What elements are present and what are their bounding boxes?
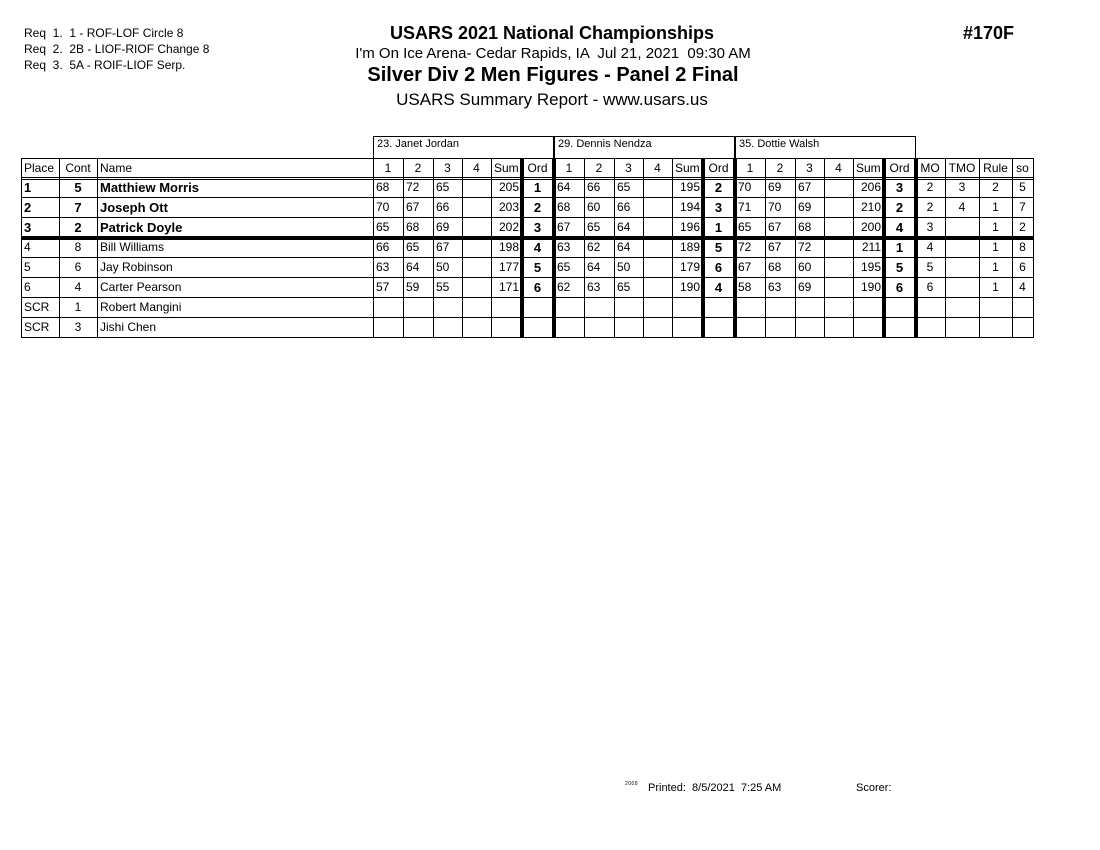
cell-skater-name: Bill Williams bbox=[100, 240, 164, 254]
report-code: 2008 bbox=[625, 781, 639, 787]
cell-judge2-1: 62 bbox=[557, 280, 571, 294]
col-header-judge3-sum: Sum bbox=[856, 161, 881, 175]
competition-title: USARS 2021 National Championships bbox=[389, 23, 715, 43]
cell-mo: 6 bbox=[926, 280, 934, 294]
cell-tmo bbox=[945, 278, 979, 298]
cell-judge3-ord bbox=[884, 318, 915, 338]
cell-judge2-3 bbox=[614, 318, 643, 338]
col-header-judge2-2: 2 bbox=[595, 161, 603, 175]
cell-rule: 1 bbox=[992, 220, 999, 234]
grid-line bbox=[491, 158, 492, 338]
cell-cont: 8 bbox=[74, 240, 82, 254]
cell-cont: 3 bbox=[74, 320, 82, 334]
cell-judge2-3: 65 bbox=[617, 180, 631, 194]
cell-judge1-1 bbox=[373, 298, 403, 318]
cell-cont: 7 bbox=[74, 200, 82, 215]
cell-judge1-sum: 171 bbox=[498, 280, 519, 294]
cell-judge3-ord: 3 bbox=[895, 180, 904, 195]
cell-rule: 1 bbox=[992, 260, 999, 274]
col-header-cont: Cont bbox=[65, 161, 91, 175]
col-header-judge2-ord: Ord bbox=[708, 161, 729, 175]
ord-divider bbox=[701, 158, 705, 338]
col-header-judge2-4: 4 bbox=[654, 161, 661, 175]
cell-rule: 1 bbox=[992, 200, 999, 214]
requirement-1: Req 1. 1 - ROF-LOF Circle 8 bbox=[24, 26, 184, 40]
cell-cont: 4 bbox=[74, 280, 82, 294]
cell-judge1-ord: 6 bbox=[533, 280, 542, 295]
cell-judge2-ord bbox=[703, 318, 734, 338]
cell-judge2-2: 64 bbox=[587, 260, 601, 274]
ord-divider bbox=[882, 158, 886, 338]
cell-judge1-2: 59 bbox=[406, 280, 420, 294]
cell-judge3-ord bbox=[884, 298, 915, 318]
cell-judge1-1: 63 bbox=[376, 260, 390, 274]
cell-so: 4 bbox=[1019, 280, 1026, 294]
grid-line bbox=[21, 158, 22, 338]
cell-judge2-3: 65 bbox=[617, 280, 631, 294]
cell-judge2-ord: 3 bbox=[714, 200, 723, 215]
cell-judge1-4 bbox=[462, 198, 491, 218]
cell-judge1-4 bbox=[462, 278, 491, 298]
grid-line bbox=[643, 158, 644, 338]
cell-judge1-1: 65 bbox=[376, 220, 390, 234]
event-title: Silver Div 2 Men Figures - Panel 2 Final bbox=[367, 64, 739, 86]
cell-judge1-2: 68 bbox=[406, 220, 420, 234]
cell-cont: 6 bbox=[74, 260, 82, 274]
cell-so bbox=[1012, 298, 1033, 318]
ord-divider bbox=[733, 158, 737, 338]
cell-tmo: 4 bbox=[958, 200, 966, 214]
cell-judge3-4 bbox=[824, 178, 853, 198]
cell-mo: 2 bbox=[926, 200, 934, 214]
col-header-judge1-2: 2 bbox=[414, 161, 422, 175]
cell-so: 2 bbox=[1019, 220, 1026, 234]
cell-judge2-4 bbox=[643, 178, 672, 198]
cell-judge1-2 bbox=[403, 318, 433, 338]
cell-judge2-sum: 189 bbox=[679, 240, 700, 254]
cell-judge2-ord: 1 bbox=[714, 220, 723, 235]
col-header-judge3-2: 2 bbox=[776, 161, 784, 175]
cell-judge2-ord: 6 bbox=[714, 260, 723, 275]
cell-mo bbox=[915, 318, 945, 338]
cell-judge1-4 bbox=[462, 298, 491, 318]
ord-divider bbox=[552, 158, 556, 338]
cell-judge1-ord: 2 bbox=[533, 200, 542, 215]
cell-judge3-1: 65 bbox=[738, 220, 752, 234]
col-header-rule: Rule bbox=[983, 161, 1008, 175]
cell-judge2-2: 66 bbox=[587, 180, 601, 194]
ord-divider bbox=[520, 158, 524, 338]
cell-judge2-2: 65 bbox=[587, 220, 601, 234]
cell-judge1-1: 68 bbox=[376, 180, 390, 194]
cell-mo: 2 bbox=[926, 180, 934, 194]
cell-judge1-ord bbox=[522, 298, 553, 318]
col-header-judge1-1: 1 bbox=[384, 161, 392, 175]
cell-judge3-3 bbox=[795, 318, 824, 338]
cell-judge2-4 bbox=[643, 198, 672, 218]
cell-place: 3 bbox=[24, 220, 32, 235]
cell-judge3-2: 67 bbox=[768, 240, 782, 254]
requirement-3: Req 3. 5A - ROIF-LIOF Serp. bbox=[24, 58, 186, 72]
cell-judge1-sum bbox=[491, 318, 522, 338]
cell-judge2-sum: 190 bbox=[679, 280, 700, 294]
cell-skater-name: Matthiew Morris bbox=[100, 180, 199, 195]
requirement-2: Req 2. 2B - LIOF-RIOF Change 8 bbox=[24, 42, 210, 56]
cell-judge1-4 bbox=[462, 178, 491, 198]
cell-judge3-sum: 200 bbox=[860, 220, 881, 234]
cell-judge3-3: 60 bbox=[798, 260, 812, 274]
cell-mo: 4 bbox=[926, 240, 934, 254]
cell-judge3-4 bbox=[824, 318, 853, 338]
col-header-judge3-3: 3 bbox=[806, 161, 813, 175]
col-header-judge2-sum: Sum bbox=[675, 161, 700, 175]
cell-judge2-1 bbox=[554, 298, 584, 318]
cell-judge1-4 bbox=[462, 238, 491, 258]
cell-judge1-3: 69 bbox=[436, 220, 450, 234]
grid-line bbox=[97, 158, 98, 338]
cell-judge3-3: 68 bbox=[798, 220, 812, 234]
cell-mo: 3 bbox=[926, 220, 934, 234]
col-header-judge1-ord: Ord bbox=[527, 161, 548, 175]
cell-judge1-4 bbox=[462, 318, 491, 338]
cell-judge3-1: 72 bbox=[738, 240, 752, 254]
cell-judge1-3: 55 bbox=[436, 280, 450, 294]
grid-line bbox=[462, 158, 463, 338]
cell-judge1-1: 66 bbox=[376, 240, 390, 254]
col-header-judge3-1: 1 bbox=[746, 161, 754, 175]
col-header-tmo: TMO bbox=[948, 161, 976, 175]
cell-place: SCR bbox=[24, 300, 50, 314]
cell-place: 4 bbox=[24, 240, 31, 254]
cell-judge1-1: 57 bbox=[376, 280, 390, 294]
cell-judge3-sum bbox=[853, 318, 884, 338]
cell-tmo bbox=[945, 238, 979, 258]
cell-judge2-2: 63 bbox=[587, 280, 601, 294]
ord-divider bbox=[914, 158, 918, 338]
cell-mo bbox=[915, 298, 945, 318]
cell-judge1-ord: 3 bbox=[533, 220, 542, 235]
grid-line bbox=[584, 158, 585, 338]
cell-judge3-sum: 195 bbox=[860, 260, 881, 274]
col-header-judge2-1: 1 bbox=[565, 161, 573, 175]
col-header-judge1-3: 3 bbox=[444, 161, 451, 175]
cell-judge2-4 bbox=[643, 238, 672, 258]
cell-place: 1 bbox=[24, 180, 32, 195]
cell-cont: 5 bbox=[74, 180, 82, 195]
cell-skater-name: Robert Mangini bbox=[100, 300, 182, 314]
cell-judge2-1: 64 bbox=[557, 180, 571, 194]
cell-so: 8 bbox=[1019, 240, 1026, 254]
grid-line bbox=[672, 158, 673, 338]
cell-judge3-sum bbox=[853, 298, 884, 318]
cell-judge3-3: 69 bbox=[798, 280, 812, 294]
cell-judge1-ord: 5 bbox=[533, 260, 542, 275]
cell-so: 7 bbox=[1019, 200, 1026, 214]
cell-judge3-ord: 5 bbox=[895, 260, 904, 275]
cell-judge2-2: 62 bbox=[587, 240, 601, 254]
cell-judge1-2: 65 bbox=[406, 240, 420, 254]
cell-judge2-sum: 194 bbox=[679, 200, 700, 214]
judge-header-1: 23. Janet Jordan bbox=[373, 136, 554, 159]
cell-tmo bbox=[945, 298, 979, 318]
grid-line bbox=[1033, 158, 1034, 338]
cell-judge3-1 bbox=[735, 298, 765, 318]
cell-judge3-2: 63 bbox=[768, 280, 782, 294]
col-header-judge2-3: 3 bbox=[625, 161, 632, 175]
cell-tmo bbox=[945, 258, 979, 278]
cell-judge2-4 bbox=[643, 218, 672, 238]
col-header-judge3-ord: Ord bbox=[889, 161, 910, 175]
cell-rule: 1 bbox=[992, 240, 999, 254]
cell-judge3-3: 69 bbox=[798, 200, 812, 214]
cell-judge2-2 bbox=[584, 298, 614, 318]
judge-header-3: 35. Dottie Walsh bbox=[735, 136, 916, 159]
cell-judge3-4 bbox=[824, 278, 853, 298]
cell-judge1-3: 67 bbox=[436, 240, 450, 254]
cell-judge3-sum: 190 bbox=[860, 280, 881, 294]
grid-line bbox=[433, 158, 434, 338]
cell-judge3-3: 67 bbox=[798, 180, 812, 194]
cell-judge1-3: 66 bbox=[436, 200, 450, 214]
cell-judge3-1 bbox=[735, 318, 765, 338]
cell-judge3-4 bbox=[824, 218, 853, 238]
cell-judge3-4 bbox=[824, 238, 853, 258]
cell-judge3-sum: 206 bbox=[860, 180, 881, 194]
cell-judge2-1: 63 bbox=[557, 240, 571, 254]
cell-judge1-3: 50 bbox=[436, 260, 450, 274]
cell-judge3-1: 58 bbox=[738, 280, 752, 294]
cell-judge2-3: 50 bbox=[617, 260, 631, 274]
cell-judge3-2: 67 bbox=[768, 220, 782, 234]
cell-judge2-3: 66 bbox=[617, 200, 631, 214]
cell-judge2-ord: 5 bbox=[714, 240, 723, 255]
cell-judge3-sum: 211 bbox=[861, 240, 881, 254]
cell-judge1-sum: 205 bbox=[498, 180, 519, 194]
col-header-mo: MO bbox=[920, 161, 940, 175]
cell-judge3-ord: 1 bbox=[895, 240, 904, 255]
scorer-label: Scorer: bbox=[856, 782, 892, 794]
cell-judge1-sum: 202 bbox=[498, 220, 519, 234]
cell-skater-name: Jishi Chen bbox=[100, 320, 157, 334]
cell-place: SCR bbox=[24, 320, 50, 334]
cell-judge2-ord bbox=[703, 298, 734, 318]
cell-judge3-3 bbox=[795, 298, 824, 318]
cell-judge3-2 bbox=[765, 318, 795, 338]
cell-judge3-2: 70 bbox=[768, 200, 782, 214]
cell-judge3-ord: 6 bbox=[895, 280, 904, 295]
cell-so bbox=[1012, 318, 1033, 338]
cell-judge1-2: 72 bbox=[406, 180, 420, 194]
grid-line bbox=[1012, 158, 1013, 338]
cell-judge2-3 bbox=[614, 298, 643, 318]
cell-judge1-sum: 203 bbox=[498, 200, 519, 214]
cell-place: 5 bbox=[24, 260, 31, 274]
cell-judge1-2 bbox=[403, 298, 433, 318]
cell-judge3-2 bbox=[765, 298, 795, 318]
cell-judge1-ord bbox=[522, 318, 553, 338]
cell-judge1-ord: 1 bbox=[533, 180, 542, 195]
cell-judge3-4 bbox=[824, 198, 853, 218]
cell-cont: 2 bbox=[74, 220, 82, 235]
cell-judge1-3 bbox=[433, 298, 462, 318]
grid-line bbox=[614, 158, 615, 338]
cell-judge1-sum: 177 bbox=[498, 260, 519, 274]
col-header-so: so bbox=[1016, 161, 1029, 175]
cell-judge2-1: 68 bbox=[557, 200, 571, 214]
cell-judge1-4 bbox=[462, 258, 491, 278]
cell-place: 6 bbox=[24, 280, 31, 294]
grid-line bbox=[765, 158, 766, 338]
cell-judge2-ord: 2 bbox=[714, 180, 723, 195]
cell-judge2-4 bbox=[643, 258, 672, 278]
cell-skater-name: Carter Pearson bbox=[100, 280, 182, 294]
cell-judge1-1: 70 bbox=[376, 200, 390, 214]
cell-judge1-3 bbox=[433, 318, 462, 338]
cell-judge3-ord: 4 bbox=[895, 220, 904, 235]
cell-judge2-3: 64 bbox=[617, 220, 631, 234]
printed-timestamp: Printed: 8/5/2021 7:25 AM bbox=[648, 782, 782, 794]
cell-judge2-sum bbox=[672, 318, 703, 338]
cell-judge2-2: 60 bbox=[587, 200, 601, 214]
cell-judge2-4 bbox=[643, 318, 672, 338]
cell-judge1-sum bbox=[491, 298, 522, 318]
col-header-place: Place bbox=[24, 161, 55, 175]
cell-judge2-3: 64 bbox=[617, 240, 631, 254]
cell-judge1-1 bbox=[373, 318, 403, 338]
cell-rule bbox=[979, 318, 1012, 338]
grid-line bbox=[824, 158, 825, 338]
cell-judge2-4 bbox=[643, 278, 672, 298]
cell-judge1-sum: 198 bbox=[498, 240, 519, 254]
cell-judge2-2 bbox=[584, 318, 614, 338]
cell-judge2-1: 65 bbox=[557, 260, 571, 274]
cell-cont: 1 bbox=[74, 300, 82, 314]
cell-place: 2 bbox=[24, 200, 32, 215]
cell-judge2-sum: 196 bbox=[679, 220, 700, 234]
cell-tmo bbox=[945, 218, 979, 238]
cell-judge2-sum: 195 bbox=[679, 180, 700, 194]
grid-line bbox=[945, 158, 946, 338]
cell-skater-name: Patrick Doyle bbox=[100, 220, 183, 235]
cell-judge1-4 bbox=[462, 218, 491, 238]
cell-judge3-2: 68 bbox=[768, 260, 782, 274]
event-number: #170F bbox=[963, 23, 1015, 43]
cell-judge1-ord: 4 bbox=[533, 240, 542, 255]
cell-judge3-1: 67 bbox=[738, 260, 752, 274]
grid-line bbox=[853, 158, 854, 338]
grid-line bbox=[979, 158, 980, 338]
grid-line bbox=[795, 158, 796, 338]
cell-judge3-1: 71 bbox=[738, 200, 752, 214]
cell-skater-name: Jay Robinson bbox=[100, 260, 173, 274]
cell-tmo: 3 bbox=[958, 180, 966, 194]
col-header-name: Name bbox=[100, 161, 133, 175]
cell-judge2-4 bbox=[643, 298, 672, 318]
cell-judge3-4 bbox=[824, 258, 853, 278]
venue-date: I'm On Ice Arena- Cedar Rapids, IA Jul 21, 2021 09:30 AM bbox=[355, 45, 751, 62]
cell-judge3-1: 70 bbox=[738, 180, 752, 194]
cell-rule bbox=[979, 298, 1012, 318]
cell-judge1-2: 67 bbox=[406, 200, 420, 214]
cell-judge3-3: 72 bbox=[798, 240, 812, 254]
cell-judge2-1: 67 bbox=[557, 220, 571, 234]
cell-judge2-sum: 179 bbox=[679, 260, 700, 274]
cell-judge3-sum: 210 bbox=[860, 200, 881, 214]
cell-mo: 5 bbox=[926, 260, 934, 274]
cell-rule: 2 bbox=[992, 180, 999, 194]
cell-judge3-4 bbox=[824, 298, 853, 318]
col-header-judge3-4: 4 bbox=[835, 161, 842, 175]
grid-line bbox=[373, 158, 374, 338]
cell-so: 5 bbox=[1019, 180, 1026, 194]
cell-so: 6 bbox=[1019, 260, 1026, 274]
grid-line bbox=[403, 158, 404, 338]
cell-rule: 1 bbox=[992, 280, 999, 294]
judge-header-2: 29. Dennis Nendza bbox=[554, 136, 735, 159]
cell-judge1-2: 64 bbox=[406, 260, 420, 274]
cell-judge3-ord: 2 bbox=[895, 200, 904, 215]
cell-skater-name: Joseph Ott bbox=[100, 200, 168, 215]
col-header-judge1-sum: Sum bbox=[494, 161, 519, 175]
report-title: USARS Summary Report - www.usars.us bbox=[396, 90, 708, 109]
cell-judge2-1 bbox=[554, 318, 584, 338]
cell-judge1-3: 65 bbox=[436, 180, 450, 194]
cell-judge2-sum bbox=[672, 298, 703, 318]
cell-judge2-ord: 4 bbox=[714, 280, 723, 295]
grid-line bbox=[59, 158, 60, 338]
col-header-judge1-4: 4 bbox=[473, 161, 480, 175]
cell-judge3-2: 69 bbox=[768, 180, 782, 194]
cell-tmo bbox=[945, 318, 979, 338]
